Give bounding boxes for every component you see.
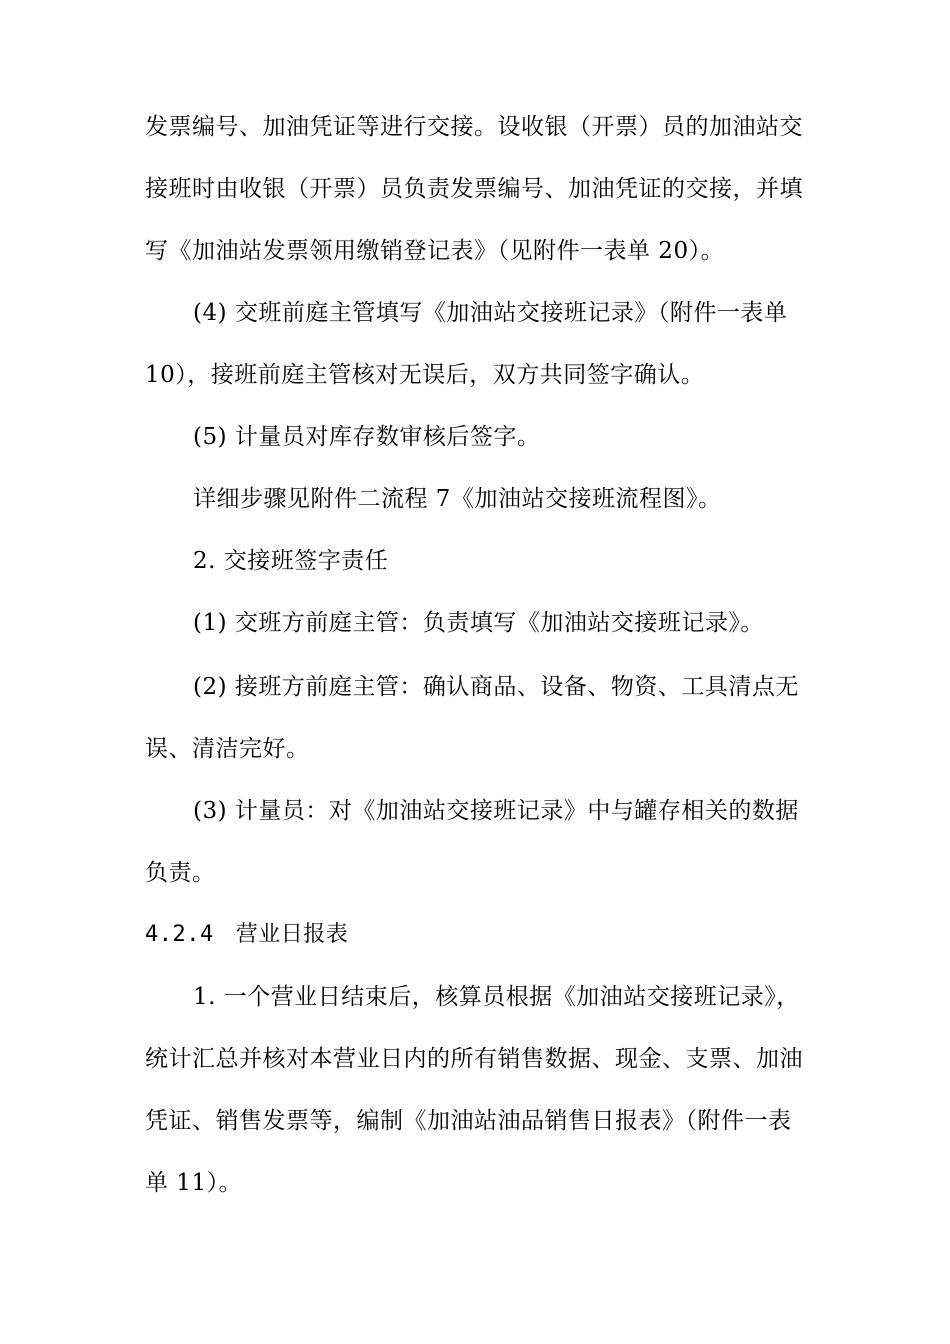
paragraph-line: 1. 一个营业日结束后，核算员根据《加油站交接班记录》， [193, 984, 800, 1010]
section-subtitle: 2. 交接班签字责任 [193, 548, 389, 574]
list-item-4: (4) 交班前庭主管填写《加油站交接班记录》（附件一表单 [193, 300, 788, 326]
paragraph-line: 单 11）。 [145, 1170, 243, 1196]
paragraph-line: 详细步骤见附件二流程 7《加油站交接班流程图》。 [193, 486, 722, 512]
list-item-1: (1) 交班方前庭主管：负责填写《加油站交接班记录》。 [193, 610, 764, 636]
paragraph-line: 误、清洁完好。 [145, 736, 310, 762]
paragraph-line: 统计汇总并核对本营业日内的所有销售数据、现金、支票、加油 [145, 1046, 803, 1072]
paragraph-line: 凭证、销售发票等，编制《加油站油品销售日报表》（附件一表 [145, 1108, 792, 1134]
paragraph-line: 负责。 [145, 860, 216, 886]
paragraph-line: 发票编号、加油凭证等进行交接。设收银（开票）员的加油站交 [145, 114, 803, 140]
section-heading [145, 920, 348, 950]
section-title: 营业日报表 [235, 922, 349, 947]
list-item-2: (2) 接班方前庭主管：确认商品、设备、物资、工具清点无 [193, 674, 799, 700]
paragraph-line: 10），接班前庭主管核对无误后，双方共同签字确认。 [145, 362, 705, 388]
paragraph-line: 接班时由收银（开票）员负责发票编号、加油凭证的交接，并填 [145, 176, 803, 202]
list-item-3: (3) 计量员：对《加油站交接班记录》中与罐存相关的数据 [193, 798, 799, 824]
section-number: 4.2.4 [145, 922, 214, 947]
list-item-5: (5) 计量员对库存数审核后签字。 [193, 424, 541, 450]
paragraph-line: 写《加油站发票领用缴销登记表》（见附件一表单 20）。 [145, 238, 725, 264]
